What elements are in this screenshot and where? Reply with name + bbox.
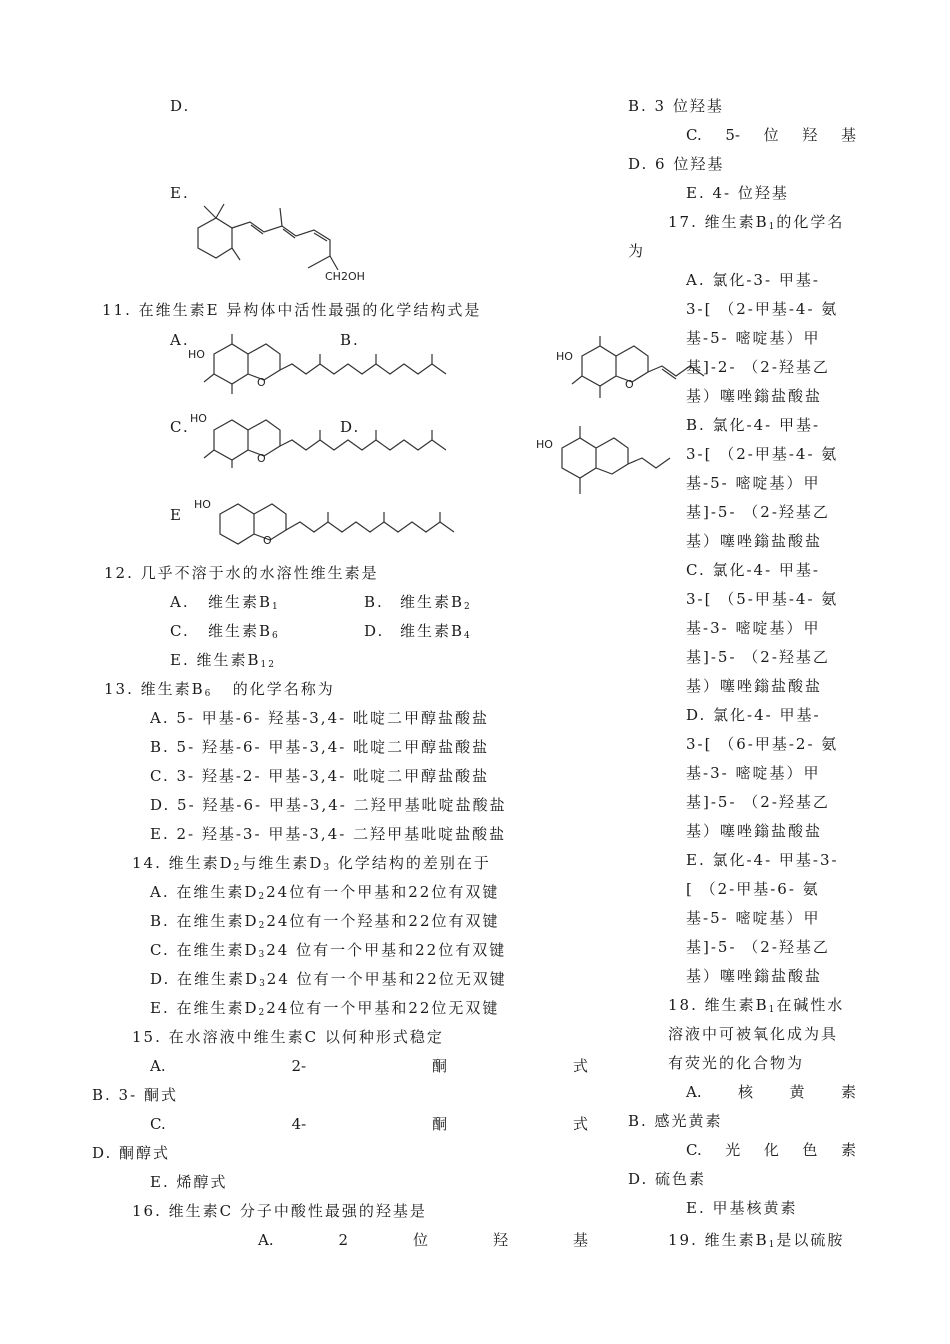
q17-option-e-l3: 基-5- 嘧啶基）甲: [686, 909, 821, 927]
q19-stem: 19. 维生素$B_1$是以硫胺: [668, 1231, 845, 1250]
svg-text:O: O: [257, 452, 266, 465]
q12-option-c-text: 维生素$B_6$: [208, 622, 280, 641]
q15-option-c: C. 4- 酮 式: [150, 1115, 588, 1133]
q11-stem: 11. 在维生素E 异构体中活性最强的化学结构式是: [102, 301, 482, 319]
q17-option-b-l2: 3-[ （2-甲基-4- 氨: [686, 445, 839, 463]
svg-text:O: O: [263, 534, 272, 547]
q12-option-a-letter: A.: [170, 593, 190, 611]
q17-option-b-l1: B. 氯化-4- 甲基-: [686, 416, 821, 434]
svg-text:O: O: [257, 376, 266, 389]
q18-stem: 18. 维生素$B_1$在碱性水: [668, 996, 845, 1015]
q10-option-e: E.: [170, 184, 190, 202]
q17-option-b-l4: 基]-5- （2-羟基乙: [686, 503, 830, 521]
svg-text:HO: HO: [188, 348, 205, 361]
q13-option-b: B. 5- 羟基-6- 甲基-3,4- 吡啶二甲醇盐酸盐: [150, 738, 490, 756]
q17-option-b-l3: 基-5- 嘧啶基）甲: [686, 474, 821, 492]
q17-option-d-l1: D. 氯化-4- 甲基-: [686, 706, 821, 724]
q18-option-e: E. 甲基核黄素: [686, 1199, 798, 1217]
tocopherol-d-structure: [534, 424, 674, 500]
q17-stem-cont: 为: [628, 242, 646, 260]
q14-stem: 14. 维生素$D_2$与维生素$D_3$ 化学结构的差别在于: [132, 854, 491, 873]
q17-option-e-l5: 基）噻唑鎓盐酸盐: [686, 967, 823, 985]
q17-option-c-l2: 3-[ （5-甲基-4- 氨: [686, 590, 839, 608]
q12-option-b-letter: B.: [364, 593, 384, 611]
q12-stem: 12. 几乎不溶于水的水溶性维生素是: [104, 564, 379, 582]
q14-option-d: D. 在维生素$D_324$ 位有一个甲基和22位无双键: [150, 970, 507, 989]
tocopherol-c-structure: [186, 408, 466, 468]
q12-option-a-text: 维生素$B_1$: [208, 593, 280, 612]
q17-option-e-l2: [ （2-甲基-6- 氨: [686, 880, 820, 898]
q17-option-a-l4: 基]-2- （2-羟基乙: [686, 358, 830, 376]
q14-option-c: C. 在维生素$D_324$ 位有一个甲基和22位有双键: [150, 941, 507, 960]
q17-option-a-l2: 3-[ （2-甲基-4- 氨: [686, 300, 839, 318]
q16-option-d: D. 6 位羟基: [628, 155, 725, 173]
tocopherol-a-structure: [186, 334, 466, 394]
svg-text:HO: HO: [194, 498, 211, 511]
q16-option-a: A. 2 位 羟 基: [258, 1231, 588, 1249]
q10-option-d: D.: [170, 97, 191, 115]
tocopherol-e-structure: [192, 494, 472, 550]
q13-option-e: E. 2- 羟基-3- 甲基-3,4- 二羟甲基吡啶盐酸盐: [150, 825, 507, 843]
svg-text:HO: HO: [556, 350, 573, 363]
q17-option-c-l5: 基）噻唑鎓盐酸盐: [686, 677, 823, 695]
q18-option-c: C. 光 化 色 素: [686, 1141, 856, 1159]
q11-option-d: D.: [340, 418, 361, 436]
svg-text:HO: HO: [190, 412, 207, 425]
q14-option-b: B. 在维生素$D_224$位有一个羟基和22位有双键: [150, 912, 500, 931]
q11-option-b: B.: [340, 331, 360, 349]
q18-option-a: A. 核 黄 素: [686, 1083, 856, 1101]
q11-option-e: E: [170, 506, 183, 524]
q17-option-c-l3: 基-3- 嘧啶基）甲: [686, 619, 821, 637]
q17-option-d-l4: 基]-5- （2-羟基乙: [686, 793, 830, 811]
q11-option-c: C.: [170, 418, 190, 436]
q17-option-e-l4: 基]-5- （2-羟基乙: [686, 938, 830, 956]
q15-stem: 15. 在水溶液中维生素C 以何种形式稳定: [132, 1028, 444, 1046]
q15-option-e: E. 烯醇式: [150, 1173, 228, 1191]
q14-option-e: E. 在维生素$D_224$位有一个甲基和22位无双键: [150, 999, 500, 1018]
retinol-structure: [190, 198, 370, 288]
q16-option-b: B. 3 位羟基: [628, 97, 724, 115]
q11-option-a: A.: [170, 331, 190, 349]
q13-stem: 13. 维生素$B_6$ 的化学名称为: [104, 680, 335, 699]
q12-option-c-letter: C.: [170, 622, 190, 640]
q16-stem: 16. 维生素C 分子中酸性最强的羟基是: [132, 1202, 427, 1220]
q15-option-d: D. 酮醇式: [92, 1144, 171, 1162]
q14-option-a: A. 在维生素$D_224$位有一个甲基和22位有双键: [150, 883, 500, 902]
q17-option-d-l5: 基）噻唑鎓盐酸盐: [686, 822, 823, 840]
svg-text:HO: HO: [536, 438, 553, 451]
q18-stem-line2: 溶液中可被氧化成为具: [668, 1025, 839, 1043]
q17-option-c-l4: 基]-5- （2-羟基乙: [686, 648, 830, 666]
q17-option-a-l5: 基）噻唑鎓盐酸盐: [686, 387, 823, 405]
q16-option-e: E. 4- 位羟基: [686, 184, 789, 202]
q15-option-b: B. 3- 酮式: [92, 1086, 178, 1104]
q18-option-b: B. 感光黄素: [628, 1112, 723, 1130]
q17-option-d-l3: 基-3- 嘧啶基）甲: [686, 764, 821, 782]
q12-option-e: E. 维生素$B_{12}$: [170, 651, 276, 670]
svg-text:O: O: [625, 378, 634, 391]
q12-option-d-letter: D.: [364, 622, 385, 640]
q15-option-a: A. 2- 酮 式: [150, 1057, 588, 1075]
q17-option-a-l3: 基-5- 嘧啶基）甲: [686, 329, 821, 347]
retinol-ch2oh-label: CH2OH: [325, 270, 365, 283]
q17-option-b-l5: 基）噻唑鎓盐酸盐: [686, 532, 823, 550]
q13-option-c: C. 3- 羟基-2- 甲基-3,4- 吡啶二甲醇盐酸盐: [150, 767, 490, 785]
q17-option-d-l2: 3-[ （6-甲基-2- 氨: [686, 735, 839, 753]
q18-stem-line3: 有荧光的化合物为: [668, 1054, 805, 1072]
q17-stem: 17. 维生素$B_1$的化学名: [668, 213, 845, 232]
q13-option-d: D. 5- 羟基-6- 甲基-3,4- 二羟甲基吡啶盐酸盐: [150, 796, 507, 814]
q16-option-c: C. 5- 位 羟 基: [686, 126, 856, 144]
q12-option-b-text: 维生素$B_2$: [400, 593, 472, 612]
q17-option-e-l1: E. 氯化-4- 甲基-3-: [686, 851, 839, 869]
q17-option-c-l1: C. 氯化-4- 甲基-: [686, 561, 820, 579]
q12-option-d-text: 维生素$B_4$: [400, 622, 472, 641]
q13-option-a: A. 5- 甲基-6- 羟基-3,4- 吡啶二甲醇盐酸盐: [150, 709, 489, 727]
q18-option-d: D. 硫色素: [628, 1170, 707, 1188]
q17-option-a-l1: A. 氯化-3- 甲基-: [686, 271, 820, 289]
